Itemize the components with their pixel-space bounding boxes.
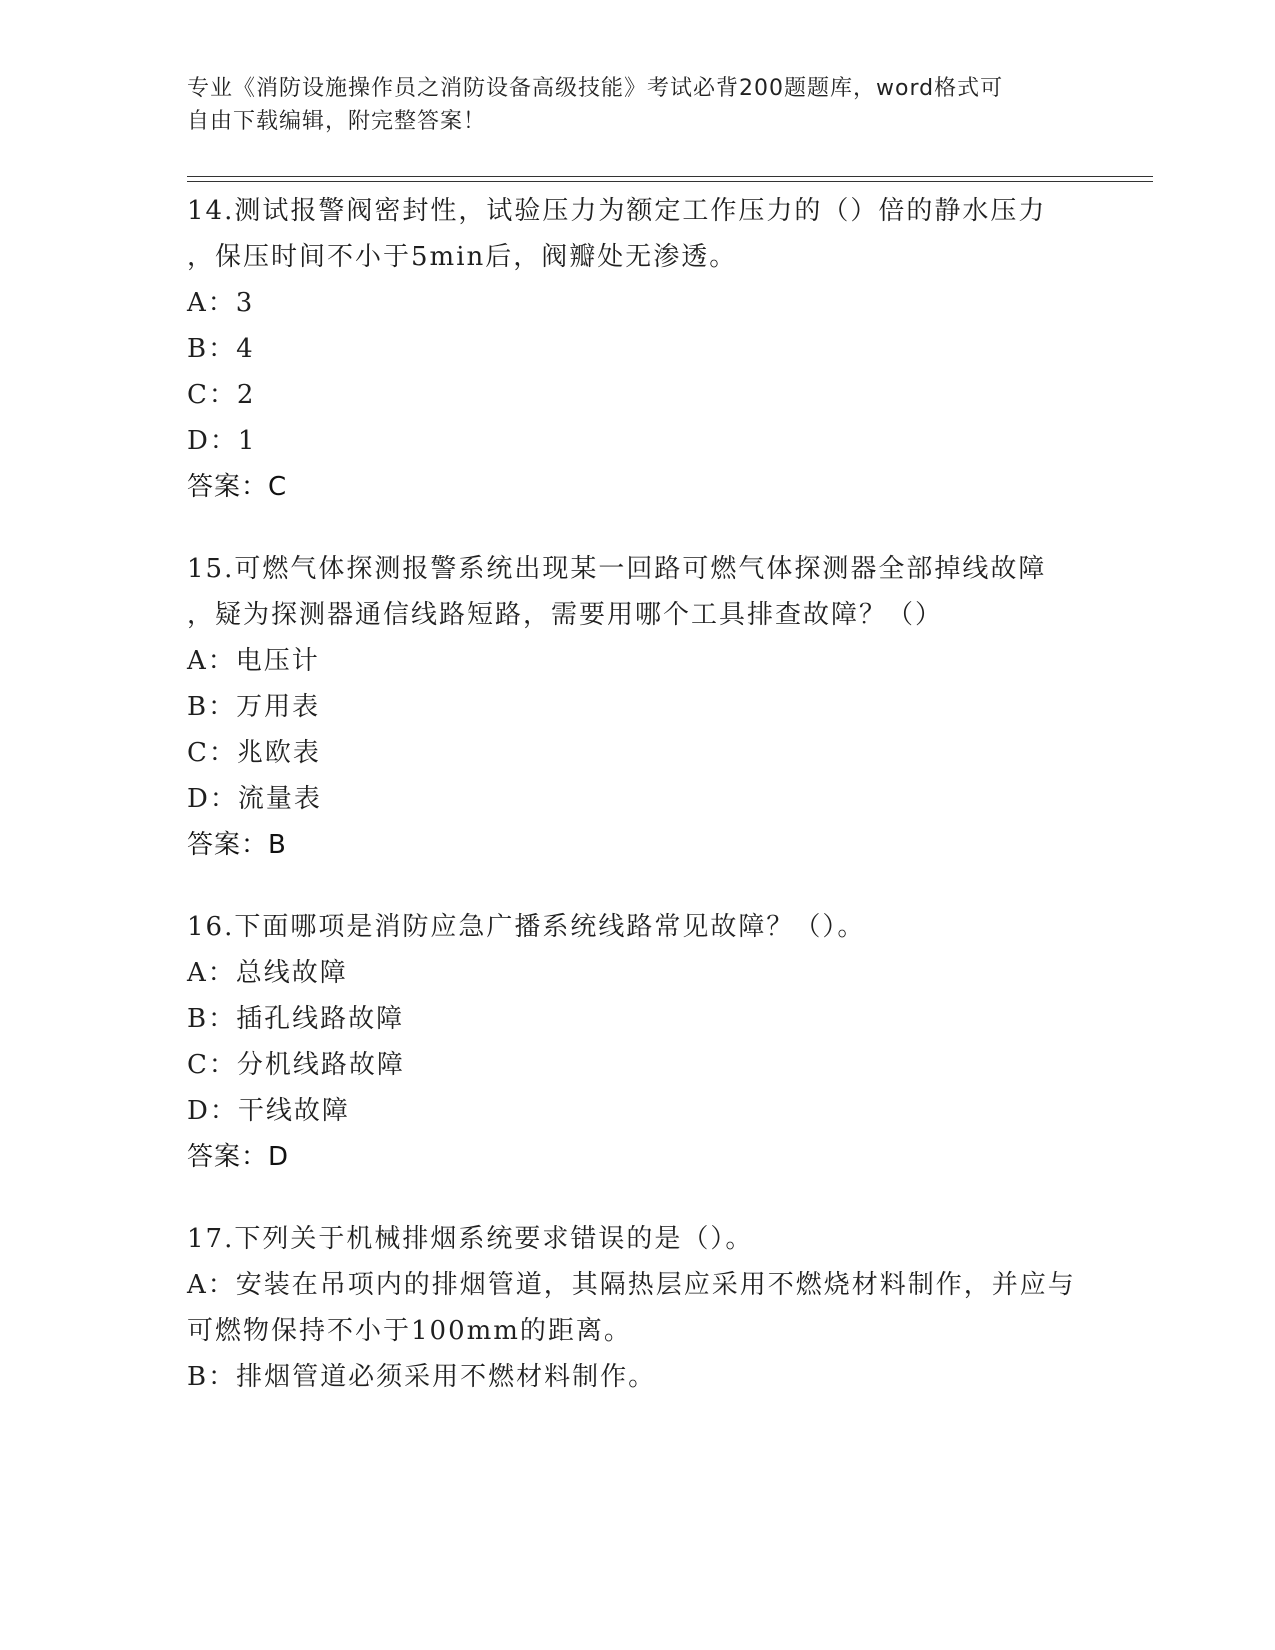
header-divider-bottom (187, 181, 1153, 182)
option-a: A：3 (187, 288, 255, 318)
question-stem-line: 17.下列关于机械排烟系统要求错误的是（）。 (187, 1224, 754, 1254)
question-stem-line: 15.可燃气体探测报警系统出现某一回路可燃气体探测器全部掉线故障 (187, 554, 1047, 584)
question-14 (187, 188, 1087, 510)
option-a: A：总线故障 (187, 958, 348, 988)
question-17 (187, 1216, 1087, 1400)
option-b: B：万用表 (187, 692, 321, 722)
option-b: B：4 (187, 334, 255, 364)
option-c: C：2 (187, 380, 256, 410)
header-divider-top (187, 176, 1153, 177)
question-stem-line: ，疑为探测器通信线路短路，需要用哪个工具排查故障？（） (187, 600, 944, 630)
option-a: A：安装在吊项内的排烟管道，其隔热层应采用不燃烧材料制作，并应与可燃物保持不小于100mm的距离。 (187, 1270, 1076, 1346)
answer-label: 答案：D (187, 1142, 290, 1172)
question-list (187, 188, 1087, 1436)
question-stem-line: ，保压时间不小于5min后，阀瓣处无渗透。 (187, 242, 738, 272)
answer-label: 答案：C (187, 472, 288, 502)
option-a: A：电压计 (187, 646, 320, 676)
document-header (187, 72, 1067, 138)
question-stem-line: 14.测试报警阀密封性，试验压力为额定工作压力的（）倍的静水压力 (187, 196, 1047, 226)
header-line-2: 自由下载编辑，附完整答案！ (187, 109, 487, 134)
question-16 (187, 904, 1087, 1180)
option-b: B：排烟管道必须采用不燃材料制作。 (187, 1362, 657, 1392)
answer-label: 答案：B (187, 830, 287, 860)
option-d: D：干线故障 (187, 1096, 350, 1126)
option-d: D：1 (187, 426, 257, 456)
option-c: C：分机线路故障 (187, 1050, 405, 1080)
option-d: D：流量表 (187, 784, 322, 814)
header-line-1: 专业《消防设施操作员之消防设备高级技能》考试必背200题题库，word格式可 (187, 76, 1004, 101)
question-15 (187, 546, 1087, 868)
option-c: C：兆欧表 (187, 738, 321, 768)
question-stem-line: 16.下面哪项是消防应急广播系统线路常见故障？（）。 (187, 912, 866, 942)
option-b: B：插孔线路故障 (187, 1004, 405, 1034)
